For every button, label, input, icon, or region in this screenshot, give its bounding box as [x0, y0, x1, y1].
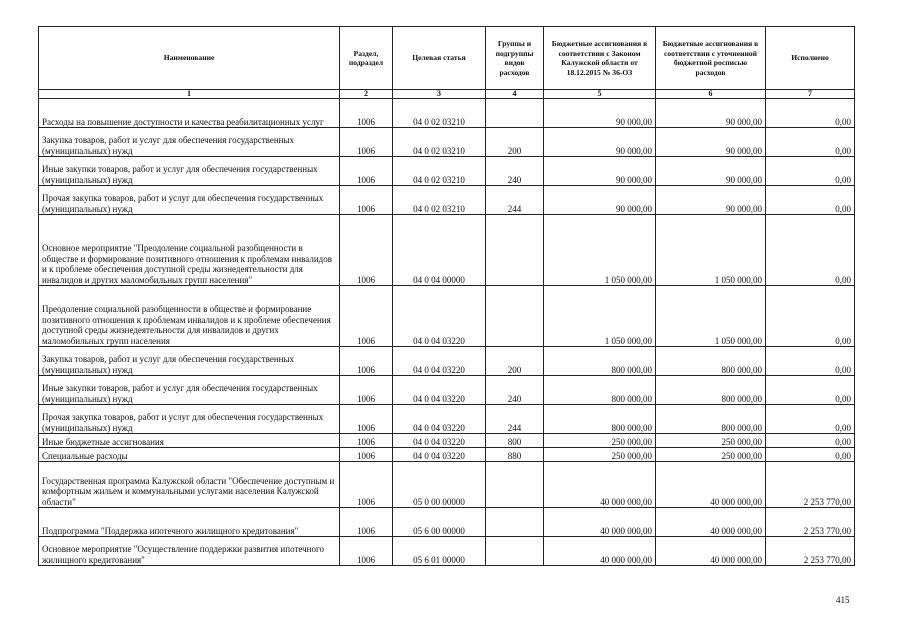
row-section: 1006: [340, 434, 393, 448]
row-group: 240: [486, 376, 544, 405]
row-executed: 0,00: [766, 286, 855, 347]
row-section: 1006: [340, 508, 393, 537]
row-law: 40 000 000,00: [544, 462, 656, 508]
row-group: [486, 215, 544, 286]
column-number: 3: [393, 90, 486, 99]
row-refined: 40 000 000,00: [656, 537, 766, 566]
row-section: 1006: [340, 448, 393, 462]
table-row: [39, 405, 855, 434]
row-section: 1006: [340, 186, 393, 215]
row-group: 244: [486, 186, 544, 215]
row-section: 1006: [340, 99, 393, 128]
row-group: [486, 286, 544, 347]
table-header-row: [39, 27, 855, 90]
header-target: Целевая статья: [393, 27, 486, 90]
row-group: [486, 462, 544, 508]
row-section: 1006: [340, 405, 393, 434]
row-group: 244: [486, 405, 544, 434]
row-section: 1006: [340, 215, 393, 286]
row-target: 04 0 04 03220: [393, 347, 486, 376]
table-row: [39, 462, 855, 508]
table-row: [39, 508, 855, 537]
row-executed: 0,00: [766, 434, 855, 448]
row-law: 90 000,00: [544, 128, 656, 157]
row-group: 240: [486, 157, 544, 186]
row-refined: 90 000,00: [656, 157, 766, 186]
column-number-row: [39, 90, 855, 99]
row-name: Прочая закупка товаров, работ и услуг для обеспечения государственных (муниципальных) нужд: [39, 405, 340, 434]
row-executed: 2 253 770,00: [766, 537, 855, 566]
row-target: 04 0 04 03220: [393, 434, 486, 448]
row-law: 800 000,00: [544, 347, 656, 376]
row-group: [486, 508, 544, 537]
row-target: 04 0 02 03210: [393, 128, 486, 157]
column-number: 4: [486, 90, 544, 99]
table-row: [39, 286, 855, 347]
header-law: Бюджетные ассигнования в соответствии с Законом Калужской области от 18.12.2015 № 36-ОЗ: [544, 27, 656, 90]
row-law: 1 050 000,00: [544, 215, 656, 286]
row-executed: 0,00: [766, 186, 855, 215]
row-target: 04 0 02 03210: [393, 186, 486, 215]
row-group: 800: [486, 434, 544, 448]
row-law: 800 000,00: [544, 405, 656, 434]
header-name: Наименование: [39, 27, 340, 90]
row-executed: 0,00: [766, 405, 855, 434]
row-group: 200: [486, 128, 544, 157]
header-executed: Исполнено: [766, 27, 855, 90]
row-refined: 40 000 000,00: [656, 462, 766, 508]
budget-table: [38, 26, 855, 566]
row-refined: 800 000,00: [656, 376, 766, 405]
row-name: Закупка товаров, работ и услуг для обеспечения государственных (муниципальных) нужд: [39, 347, 340, 376]
row-section: 1006: [340, 347, 393, 376]
row-name: Основное мероприятие "Осуществление поддержки развития ипотечного жилищного кредитования": [39, 537, 340, 566]
table-row: [39, 434, 855, 448]
row-section: 1006: [340, 157, 393, 186]
row-target: 05 6 00 00000: [393, 508, 486, 537]
column-number: 1: [39, 90, 340, 99]
row-name: Закупка товаров, работ и услуг для обеспечения государственных (муниципальных) нужд: [39, 128, 340, 157]
column-number: 5: [544, 90, 656, 99]
row-section: 1006: [340, 128, 393, 157]
table-row: [39, 376, 855, 405]
row-refined: 250 000,00: [656, 434, 766, 448]
header-section: Раздел, подраздел: [340, 27, 393, 90]
row-name: Расходы на повышение доступности и качества реабилитационных услуг: [39, 99, 340, 128]
row-section: 1006: [340, 462, 393, 508]
header-groups: Группы и подгруппы видов расходов: [486, 27, 544, 90]
row-group: [486, 99, 544, 128]
row-target: 04 0 04 00000: [393, 215, 486, 286]
row-name: Основное мероприятие "Преодоление социальной разобщенности в обществе и формирование позитивного отношения к проблемам инвалидов и к проблеме обеспечения доступной среды жизнедеятельности для инвалидов и других маломобильных групп населения": [39, 215, 340, 286]
row-law: 40 000 000,00: [544, 508, 656, 537]
row-refined: 1 050 000,00: [656, 286, 766, 347]
column-number: 7: [766, 90, 855, 99]
row-name: Специальные расходы: [39, 448, 340, 462]
row-executed: 0,00: [766, 128, 855, 157]
row-group: 200: [486, 347, 544, 376]
row-refined: 250 000,00: [656, 448, 766, 462]
row-target: 04 0 04 03220: [393, 448, 486, 462]
column-number: 6: [656, 90, 766, 99]
row-target: 04 0 02 03210: [393, 157, 486, 186]
row-section: 1006: [340, 537, 393, 566]
row-law: 250 000,00: [544, 448, 656, 462]
row-executed: 0,00: [766, 157, 855, 186]
row-target: 04 0 04 03220: [393, 286, 486, 347]
row-section: 1006: [340, 376, 393, 405]
column-number: 2: [340, 90, 393, 99]
header-refined: Бюджетные ассигнования в соответствии с уточненной бюджетной росписью расходов: [656, 27, 766, 90]
table-row: [39, 448, 855, 462]
table-row: [39, 157, 855, 186]
row-law: 40 000 000,00: [544, 537, 656, 566]
table-row: [39, 347, 855, 376]
row-group: [486, 537, 544, 566]
row-name: Государственная программа Калужской области "Обеспечение доступным и комфортным жильем и коммунальными услугами населения Калужской области": [39, 462, 340, 508]
table-row: [39, 215, 855, 286]
row-target: 04 0 04 03220: [393, 405, 486, 434]
table-row: [39, 186, 855, 215]
row-law: 90 000,00: [544, 157, 656, 186]
row-law: 1 050 000,00: [544, 286, 656, 347]
table-row: [39, 537, 855, 566]
row-target: 04 0 04 03220: [393, 376, 486, 405]
row-executed: 2 253 770,00: [766, 462, 855, 508]
row-target: 05 6 01 00000: [393, 537, 486, 566]
row-name: Преодоление социальной разобщенности в обществе и формирование позитивного отношения к проблемам инвалидов и к проблеме обеспечения доступной среды жизнедеятельности для инвалидов и других маломобильных групп населения: [39, 286, 340, 347]
row-law: 250 000,00: [544, 434, 656, 448]
row-executed: 0,00: [766, 376, 855, 405]
row-executed: 0,00: [766, 215, 855, 286]
table-row: [39, 99, 855, 128]
row-refined: 800 000,00: [656, 405, 766, 434]
page-number: 415: [836, 595, 850, 605]
row-refined: 800 000,00: [656, 347, 766, 376]
row-executed: 2 253 770,00: [766, 508, 855, 537]
row-group: 880: [486, 448, 544, 462]
row-target: 05 0 00 00000: [393, 462, 486, 508]
row-executed: 0,00: [766, 99, 855, 128]
table-row: [39, 128, 855, 157]
row-law: 90 000,00: [544, 99, 656, 128]
row-name: Иные закупки товаров, работ и услуг для обеспечения государственных (муниципальных) нужд: [39, 376, 340, 405]
row-target: 04 0 02 03210: [393, 99, 486, 128]
row-refined: 90 000,00: [656, 99, 766, 128]
row-refined: 90 000,00: [656, 186, 766, 215]
row-law: 800 000,00: [544, 376, 656, 405]
row-executed: 0,00: [766, 448, 855, 462]
row-refined: 40 000 000,00: [656, 508, 766, 537]
row-executed: 0,00: [766, 347, 855, 376]
row-section: 1006: [340, 286, 393, 347]
row-refined: 90 000,00: [656, 128, 766, 157]
row-name: Прочая закупка товаров, работ и услуг для обеспечения государственных (муниципальных) нужд: [39, 186, 340, 215]
row-name: Иные закупки товаров, работ и услуг для обеспечения государственных (муниципальных) нужд: [39, 157, 340, 186]
row-name: Иные бюджетные ассигнования: [39, 434, 340, 448]
row-refined: 1 050 000,00: [656, 215, 766, 286]
row-name: Подпрограмма "Поддержка ипотечного жилищного кредитования": [39, 508, 340, 537]
row-law: 90 000,00: [544, 186, 656, 215]
